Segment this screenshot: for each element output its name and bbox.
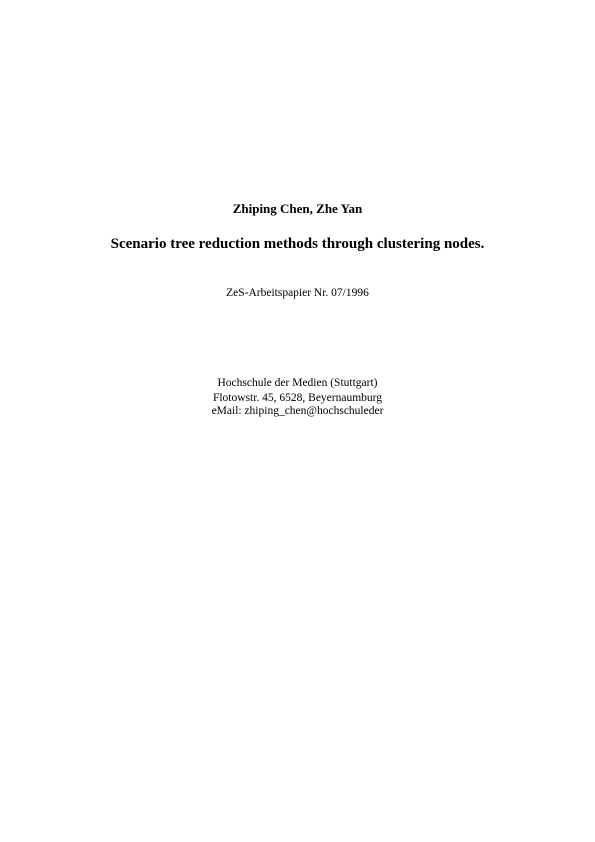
- paper-title: Scenario tree reduction methods through clustering nodes.: [110, 236, 485, 252]
- address: Flotowstr. 45, 6528, Beyernaumburg: [212, 392, 383, 404]
- institution: Hochschule der Medien (Stuttgart): [217, 377, 378, 389]
- email: eMail: zhiping_chen@hochschuleder: [211, 405, 384, 417]
- authors: Zhiping Chen, Zhe Yan: [232, 201, 363, 216]
- working-paper-number: ZeS-Arbeitspapier Nr. 07/1996: [226, 287, 369, 299]
